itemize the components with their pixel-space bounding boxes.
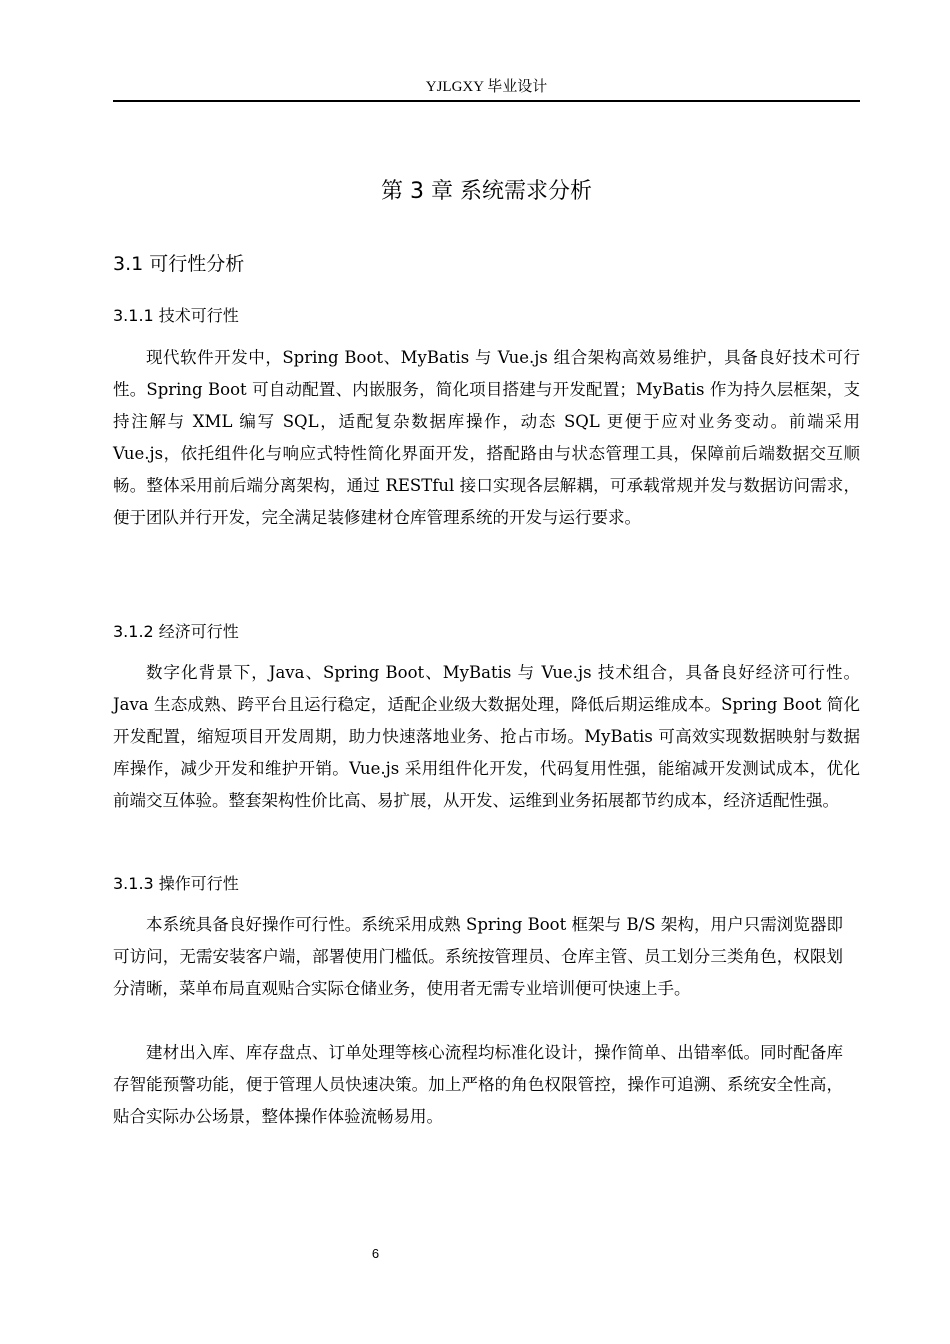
paragraph-technical-feasibility: 现代软件开发中，Spring Boot、MyBatis 与 Vue.js 组合架构高效易维护，具备良好技术可行性。Spring Boot 可自动配置、内嵌服务，简化项目搭建与开发配置；MyBatis 作为持久层框架，支持注解与 XML 编写 SQL，适配复杂数据库操作，动态 SQL 更便于应对业务变动。前端采用 Vue.js，依托组件化与响应式特性简化界面开发，搭配路由与状态管理工具，保障前后端数据交互顺畅。整体采用前后端分离架构，通过 RESTful 接口实现各层解耦，可承载常规并发与数据访问需求，便于团队并行开发，完全满足装修建材仓库管理系统的开发与运行要求。 — [113, 348, 860, 527]
header-rule — [113, 100, 860, 102]
section-heading-3-1-1: 3.1.1 技术可行性 — [113, 306, 239, 325]
paragraph-operational-feasibility-1: 本系统具备良好操作可行性。系统采用成熟 Spring Boot 框架与 B/S 架构，用户只需浏览器即可访问，无需安装客户端，部署使用门槛低。系统按管理员、仓库主管、员工划分三类角色，权限划分清晰，菜单布局直观贴合实际仓储业务，使用者无需专业培训便可快速上手。 — [113, 915, 843, 998]
page-number: 6 — [371, 1246, 380, 1261]
section-heading-3-1-3: 3.1.3 操作可行性 — [113, 874, 239, 893]
section-heading-3-1: 3.1 可行性分析 — [113, 253, 245, 275]
section-heading-3-1-2: 3.1.2 经济可行性 — [113, 622, 239, 641]
paragraph-economic-feasibility: 数字化背景下，Java、Spring Boot、MyBatis 与 Vue.js 技术组合，具备良好经济可行性。Java 生态成熟、跨平台且运行稳定，适配企业级大数据处理，降低后期运维成本。Spring Boot 简化开发配置，缩短项目开发周期，助力快速落地业务、抢占市场。MyBatis 可高效实现数据映射与数据库操作，减少开发和维护开销。Vue.js 采用组件化开发，代码复用性强，能缩减开发测试成本，优化前端交互体验。整套架构性价比高、易扩展，从开发、运维到业务拓展都节约成本，经济适配性强。 — [113, 663, 860, 810]
paragraph-operational-feasibility-2: 建材出入库、库存盘点、订单处理等核心流程均标准化设计，操作简单、出错率低。同时配备库存智能预警功能，便于管理人员快速决策。加上严格的角色权限管控，操作可追溯、系统安全性高，贴合实际办公场景，整体操作体验流畅易用。 — [113, 1043, 843, 1126]
chapter-title: 第 3 章 系统需求分析 — [381, 179, 592, 204]
page-header: YJLGXY 毕业设计 — [425, 79, 548, 95]
